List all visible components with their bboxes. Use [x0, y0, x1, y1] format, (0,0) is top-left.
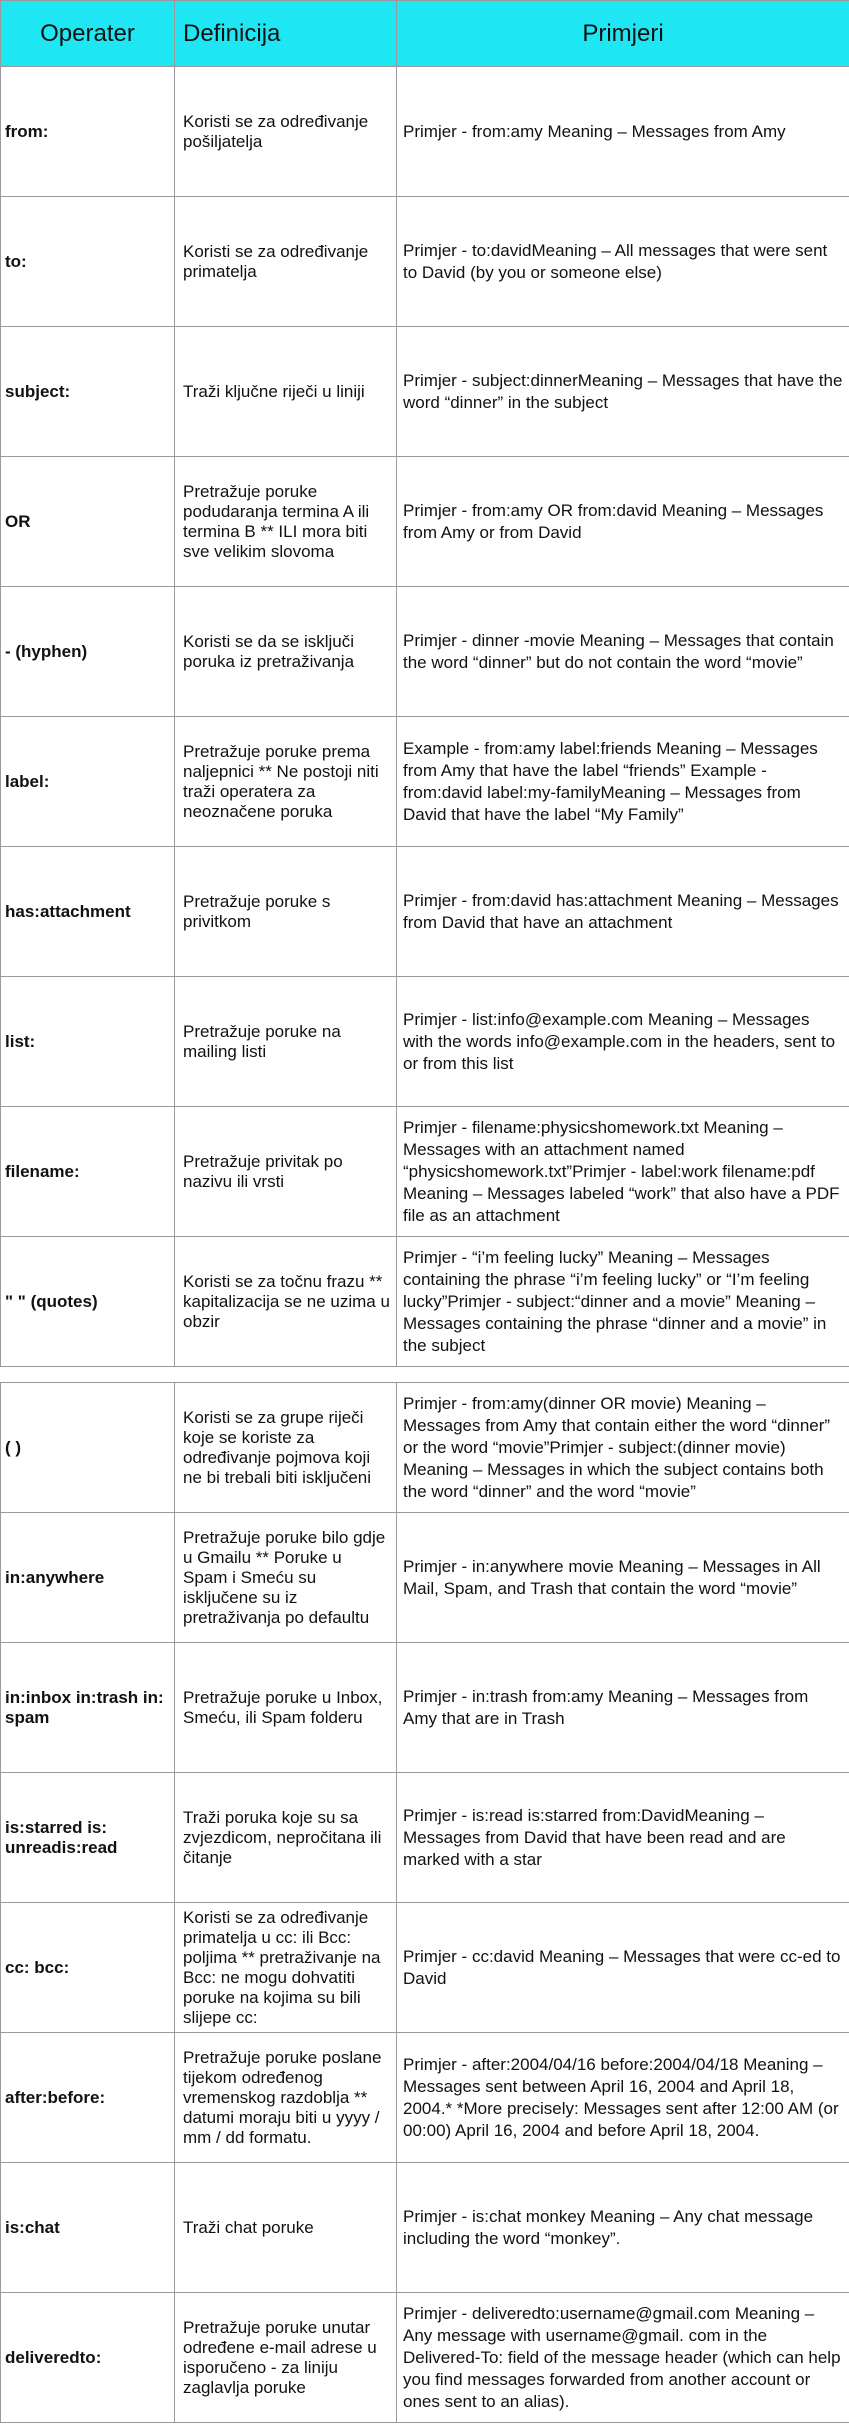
table-row	[1, 2033, 849, 2163]
table-row	[1, 457, 849, 587]
operator-cell: filename:	[1, 1107, 175, 1237]
definition-cell: Pretražuje poruke poslane tijekom određenog vremenskog razdoblja ** datumi moraju biti u yyyy / mm / dd formatu.	[175, 2033, 397, 2163]
header-operator: Operater	[1, 1, 175, 67]
table-row	[1, 1643, 849, 1773]
example-cell: Primjer - deliveredto:username@gmail.com Meaning – Any message with username@gmail. com in the Delivered-To: field of the message header (which can help you find messages forwarded from another account or ones sent to an alias).	[397, 2293, 849, 2423]
operator-cell: deliveredto:	[1, 2293, 175, 2423]
table-row	[1, 67, 849, 197]
operator-cell: OR	[1, 457, 175, 587]
table-row	[1, 1237, 849, 1367]
table-header-row	[1, 1, 849, 67]
operator-cell: is:chat	[1, 2163, 175, 2293]
operator-cell: cc: bcc:	[1, 1903, 175, 2033]
header-definition: Definicija	[175, 1, 397, 67]
example-cell: Primjer - to:davidMeaning – All messages that were sent to David (by you or someone else)	[397, 197, 849, 327]
table-row	[1, 197, 849, 327]
table-row	[1, 1513, 849, 1643]
table-row	[1, 1773, 849, 1903]
table-row	[1, 1903, 849, 2033]
example-cell: Primjer - filename:physicshomework.txt Meaning – Messages with an attachment named “physicshomework.txt”Primjer - label:work filename:pdf Meaning – Messages labeled “work” that also have a PDF file as an attachment	[397, 1107, 849, 1237]
operator-cell: - (hyphen)	[1, 587, 175, 717]
definition-cell: Pretražuje poruke u Inbox, Smeću, ili Spam folderu	[175, 1643, 397, 1773]
operator-cell: " " (quotes)	[1, 1237, 175, 1367]
definition-cell: Pretražuje poruke prema naljepnici ** Ne postoji niti traži operatera za neoznačene poruka	[175, 717, 397, 847]
definition-cell: Pretražuje poruke podudaranja termina A ili termina B ** ILI mora biti sve velikim slovoma	[175, 457, 397, 587]
operator-cell: after:before:	[1, 2033, 175, 2163]
example-cell: Primjer - subject:dinnerMeaning – Messages that have the word “dinner” in the subject	[397, 327, 849, 457]
definition-cell: Koristi se za grupe riječi koje se koriste za određivanje pojmova koji ne bi trebali biti isključeni	[175, 1383, 397, 1513]
example-cell: Primjer - from:amy Meaning – Messages from Amy	[397, 67, 849, 197]
table-body	[1, 67, 849, 2423]
example-cell: Primjer - dinner -movie Meaning – Messages that contain the word “dinner” but do not contain the word “movie”	[397, 587, 849, 717]
definition-cell: Koristi se za određivanje primatelja	[175, 197, 397, 327]
operator-cell: list:	[1, 977, 175, 1107]
table-row	[1, 2163, 849, 2293]
table-row	[1, 847, 849, 977]
definition-cell: Koristi se za određivanje primatelja u cc: ili Bcc: poljima ** pretraživanje na Bcc: ne mogu dohvatiti poruke na kojima su bili slijepe cc:	[175, 1903, 397, 2033]
operator-cell: has:attachment	[1, 847, 175, 977]
definition-cell: Koristi se da se isključi poruka iz pretraživanja	[175, 587, 397, 717]
definition-cell: Koristi se za točnu frazu ** kapitalizacija se ne uzima u obzir	[175, 1237, 397, 1367]
example-cell: Primjer - “i’m feeling lucky” Meaning – Messages containing the phrase “i’m feeling lucky” or “I’m feeling lucky”Primjer - subject:“dinner and a movie” Meaning – Messages containing the phrase “dinner and a movie” in the subject	[397, 1237, 849, 1367]
table-row	[1, 977, 849, 1107]
example-cell: Primjer - in:anywhere movie Meaning – Messages in All Mail, Spam, and Trash that contain the word “movie”	[397, 1513, 849, 1643]
definition-cell: Koristi se za određivanje pošiljatelja	[175, 67, 397, 197]
definition-cell: Traži poruka koje su sa zvjezdicom, nepročitana ili čitanje	[175, 1773, 397, 1903]
definition-cell: Pretražuje privitak po nazivu ili vrsti	[175, 1107, 397, 1237]
example-cell: Primjer - cc:david Meaning – Messages that were cc-ed to David	[397, 1903, 849, 2033]
operator-cell: label:	[1, 717, 175, 847]
header-examples: Primjeri	[397, 1, 849, 67]
definition-cell: Traži ključne riječi u liniji	[175, 327, 397, 457]
definition-cell: Pretražuje poruke unutar određene e-mail adrese u isporučeno - za liniju zaglavlja poruke	[175, 2293, 397, 2423]
table-row	[1, 327, 849, 457]
operator-cell: to:	[1, 197, 175, 327]
operator-cell: from:	[1, 67, 175, 197]
example-cell: Primjer - from:amy(dinner OR movie) Meaning – Messages from Amy that contain either the word “dinner” or the word “movie”Primjer - subject:(dinner movie) Meaning – Messages in which the subject contains both the word “dinner” and the word “movie”	[397, 1383, 849, 1513]
operator-cell: ( )	[1, 1383, 175, 1513]
example-cell: Primjer - from:amy OR from:david Meaning – Messages from Amy or from David	[397, 457, 849, 587]
table-row	[1, 587, 849, 717]
definition-cell: Pretražuje poruke s privitkom	[175, 847, 397, 977]
example-cell: Primjer - in:trash from:amy Meaning – Messages from Amy that are in Trash	[397, 1643, 849, 1773]
table-row	[1, 717, 849, 847]
example-cell: Primjer - from:david has:attachment Meaning – Messages from David that have an attachment	[397, 847, 849, 977]
table-row	[1, 2293, 849, 2423]
definition-cell: Pretražuje poruke na mailing listi	[175, 977, 397, 1107]
operator-cell: in:inbox in:trash in: spam	[1, 1643, 175, 1773]
operator-cell: in:anywhere	[1, 1513, 175, 1643]
gap-cell	[1, 1367, 849, 1383]
table-gap	[1, 1367, 849, 1383]
definition-cell: Traži chat poruke	[175, 2163, 397, 2293]
example-cell: Primjer - is:chat monkey Meaning – Any chat message including the word “monkey”.	[397, 2163, 849, 2293]
operator-cell: subject:	[1, 327, 175, 457]
example-cell: Primjer - is:read is:starred from:DavidMeaning – Messages from David that have been read and are marked with a star	[397, 1773, 849, 1903]
example-cell: Primjer - list:info@example.com Meaning – Messages with the words info@example.com in the headers, sent to or from this list	[397, 977, 849, 1107]
operator-cell: is:starred is: unreadis:read	[1, 1773, 175, 1903]
example-cell: Primjer - after:2004/04/16 before:2004/04/18 Meaning – Messages sent between April 16, 2004 and April 18, 2004.* *More precisely: Messages sent after 12:00 AM (or 00:00) April 16, 2004 and before April 18, 2004.	[397, 2033, 849, 2163]
table-row	[1, 1107, 849, 1237]
table-row	[1, 1383, 849, 1513]
definition-cell: Pretražuje poruke bilo gdje u Gmailu ** Poruke u Spam i Smeću su isključene su iz pretraživanja po defaultu	[175, 1513, 397, 1643]
example-cell: Example - from:amy label:friends Meaning – Messages from Amy that have the label “friends” Example - from:david label:my-familyMeaning – Messages from David that have the label “My Family”	[397, 717, 849, 847]
